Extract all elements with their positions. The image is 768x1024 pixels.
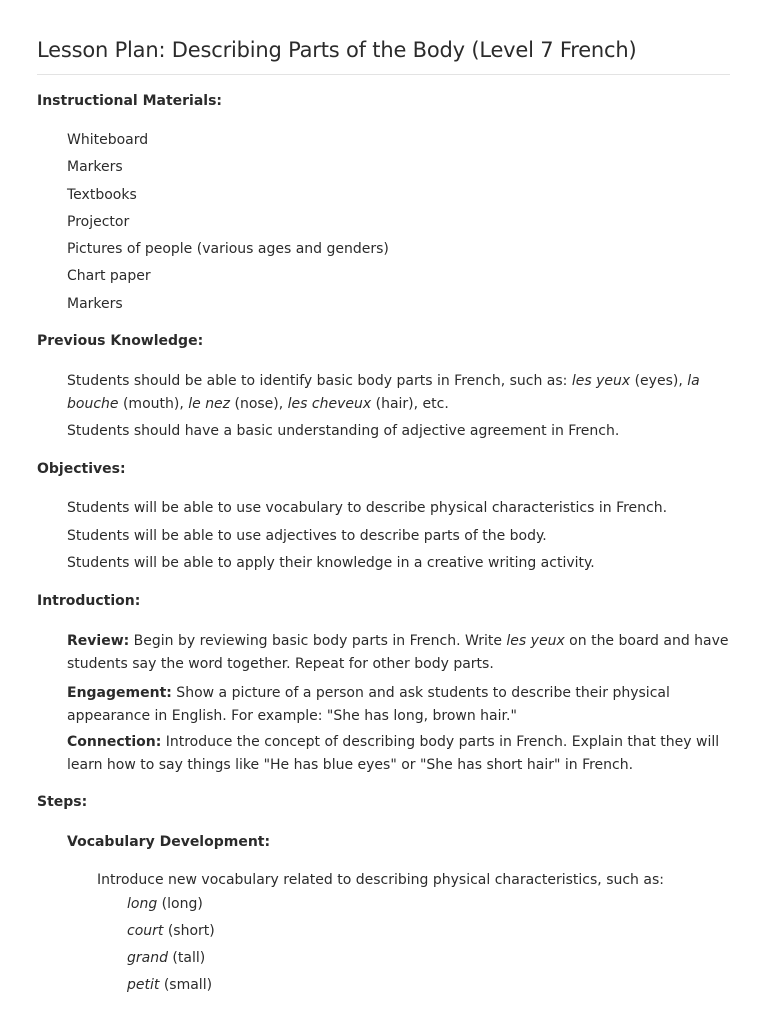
list-item: Engagement: Show a picture of a person and ask students to describe their physical appearance in English. For example: "She has long, brown hair.": [67, 685, 670, 724]
vocab-item: petit (small): [127, 977, 213, 993]
vocab-item: long (long): [127, 896, 203, 912]
list-item: Pictures of people (various ages and genders): [67, 241, 389, 257]
list-item: Connection: Introduce the concept of describing body parts in French. Explain that they will learn how to say things like "He has blue eyes" or "She has short hair" in French.: [67, 734, 720, 773]
list-item: Students will be able to use adjectives to describe parts of the body.: [67, 528, 547, 544]
list-item: Textbooks: [67, 187, 137, 203]
vocabulary-intro: Introduce new vocabulary related to describing physical characteristics, such as:: [97, 872, 664, 888]
vocabulary-heading: Vocabulary Development:: [67, 834, 271, 850]
list-item: Students will be able to use vocabulary to describe physical characteristics in French.: [67, 500, 668, 516]
page-title: Lesson Plan: Describing Parts of the Body (Level 7 French): [37, 38, 637, 62]
list-item: Students should have a basic understanding of adjective agreement in French.: [67, 423, 620, 439]
list-item: Review: Begin by reviewing basic body parts in French. Write les yeux on the board and have students say the word together. Repeat for other body parts.: [67, 633, 729, 672]
list-item: Whiteboard: [67, 132, 149, 148]
list-item: Students will be able to apply their knowledge in a creative writing activity.: [67, 555, 595, 571]
materials-heading: Instructional Materials:: [37, 93, 223, 109]
steps-heading: Steps:: [37, 794, 88, 810]
title-divider: [37, 74, 730, 75]
list-item: Students should be able to identify basic body parts in French, such as: les yeux (eyes), la bouche (mouth), le nez (nose), les cheveux (hair), etc.: [67, 373, 700, 412]
list-item: Markers: [67, 296, 123, 312]
vocab-item: grand (tall): [127, 950, 206, 966]
list-item: Markers: [67, 159, 123, 175]
list-item: Chart paper: [67, 268, 151, 284]
introduction-heading: Introduction:: [37, 593, 141, 609]
knowledge-heading: Previous Knowledge:: [37, 333, 204, 349]
list-item: Projector: [67, 214, 130, 230]
vocab-item: court (short): [127, 923, 215, 939]
objectives-heading: Objectives:: [37, 461, 126, 477]
